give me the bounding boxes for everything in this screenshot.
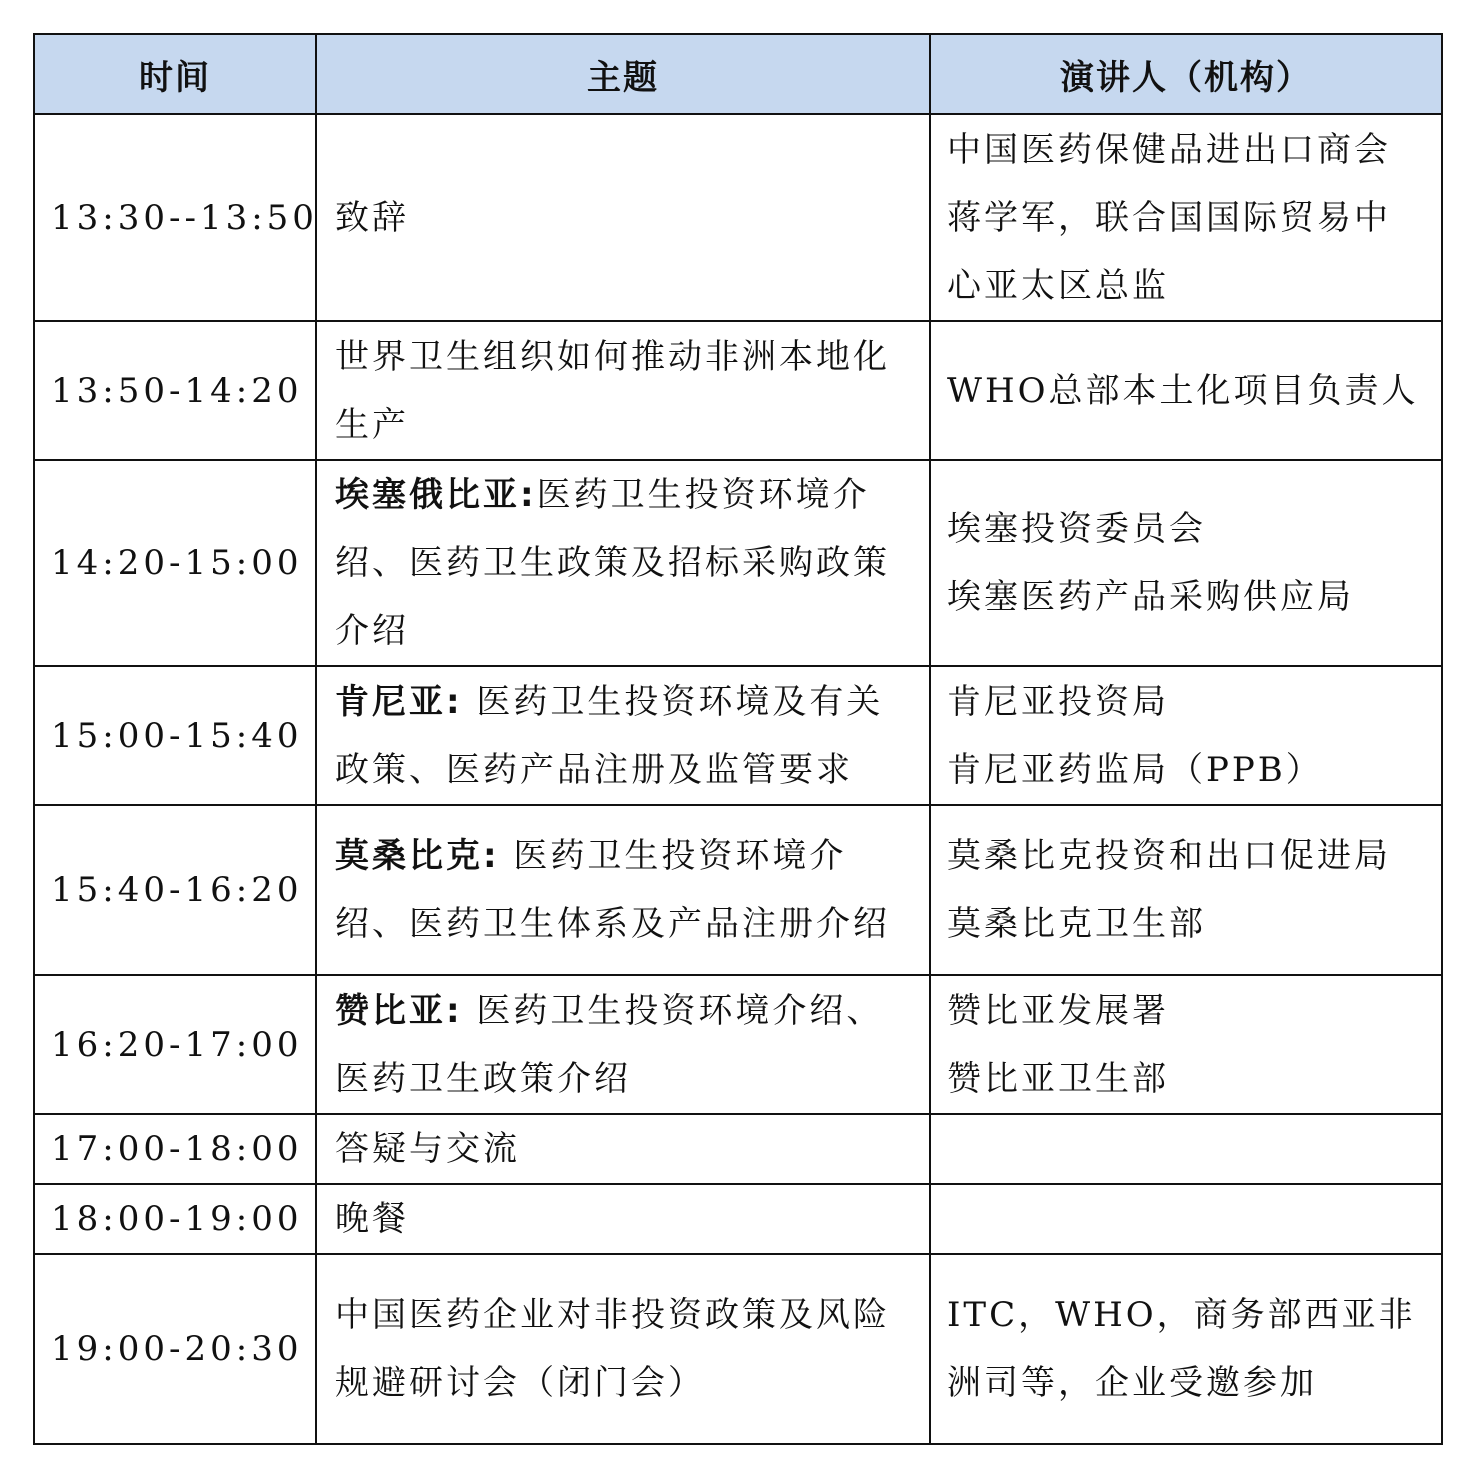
speaker-cell (930, 321, 1442, 460)
topic-text: 晚餐 (335, 1199, 409, 1239)
time-cell: 14:20-15:00 (34, 460, 316, 666)
table-row (34, 975, 1442, 1114)
table-row (34, 1114, 1442, 1184)
speaker-cell (930, 1184, 1442, 1254)
time-cell: 13:50-14:20 (34, 321, 316, 460)
topic-text: 医药卫生投资环境介绍、医药卫生体系及产品注册介绍 (335, 836, 890, 944)
topic-cell (316, 666, 930, 805)
time-cell: 15:40-16:20 (34, 805, 316, 975)
table-row (34, 805, 1442, 975)
topic-cell (316, 321, 930, 460)
time-cell: 16:20-17:00 (34, 975, 316, 1114)
speaker-line: 莫桑比克卫生部 (947, 904, 1206, 944)
topic-text: 医药卫生投资环境介绍、医药卫生政策介绍 (335, 990, 884, 1099)
topic-cell (316, 805, 930, 975)
speaker-cell (930, 666, 1442, 805)
time-cell: 19:00-20:30 (34, 1254, 316, 1444)
country-label: 埃塞俄比亚: (335, 475, 537, 515)
speaker-line: WHO总部本土化项目负责人 (947, 370, 1419, 411)
table-row (34, 1254, 1442, 1444)
speaker-cell (930, 975, 1442, 1114)
topic-cell (316, 1114, 930, 1184)
country-label: 莫桑比克: (335, 836, 500, 876)
speaker-line: 莫桑比克投资和出口促进局 (947, 836, 1391, 876)
speaker-cell (930, 805, 1442, 975)
country-label: 赞比亚: (335, 990, 463, 1031)
table-row (34, 666, 1442, 805)
speaker-line: 中国医药保健品进出口商会蒋学军，联合国国际贸易中心亚太区总监 (947, 129, 1391, 306)
table-row (34, 114, 1442, 321)
table-row (34, 321, 1442, 460)
header-topic: 主题 (316, 34, 930, 114)
time-cell: 17:00-18:00 (34, 1114, 316, 1184)
table-body (34, 114, 1442, 1444)
table-row (34, 460, 1442, 666)
time-cell: 13:30--13:50 (34, 114, 316, 321)
header-time: 时间 (34, 34, 316, 114)
topic-text: 世界卫生组织如何推动非洲本地化生产 (335, 336, 890, 445)
time-cell: 15:00-15:40 (34, 666, 316, 805)
speaker-line: 赞比亚发展署 (947, 990, 1169, 1031)
topic-text: 医药卫生投资环境及有关政策、医药产品注册及监管要求 (335, 681, 884, 790)
speaker-line: 肯尼亚投资局 (947, 681, 1169, 722)
speaker-line: ITC，WHO，商务部西亚非洲司等，企业受邀参加 (947, 1295, 1416, 1403)
speaker-cell (930, 1114, 1442, 1184)
topic-cell (316, 114, 930, 321)
speaker-line: 埃塞医药产品采购供应局 (947, 577, 1354, 617)
topic-cell (316, 1184, 930, 1254)
country-label: 肯尼亚: (335, 681, 463, 722)
speaker-line: 赞比亚卫生部 (947, 1058, 1169, 1099)
topic-cell (316, 460, 930, 666)
topic-text: 答疑与交流 (335, 1129, 520, 1169)
table-header (34, 34, 1442, 114)
topic-cell (316, 975, 930, 1114)
topic-text: 中国医药企业对非投资政策及风险规避研讨会（闭门会） (335, 1295, 890, 1403)
header-row (34, 34, 1442, 114)
speaker-cell (930, 1254, 1442, 1444)
topic-cell (316, 1254, 930, 1444)
topic-text: 医药卫生投资环境介绍、医药卫生政策及招标采购政策介绍 (335, 475, 890, 651)
speaker-line: 埃塞投资委员会 (947, 509, 1206, 549)
speaker-cell (930, 114, 1442, 321)
table-row (34, 1184, 1442, 1254)
speaker-cell (930, 460, 1442, 666)
topic-text: 致辞 (335, 197, 409, 238)
time-cell: 18:00-19:00 (34, 1184, 316, 1254)
speaker-line: 肯尼亚药监局（PPB） (947, 749, 1323, 790)
agenda-table (33, 33, 1443, 1445)
header-speaker: 演讲人（机构） (930, 34, 1442, 114)
